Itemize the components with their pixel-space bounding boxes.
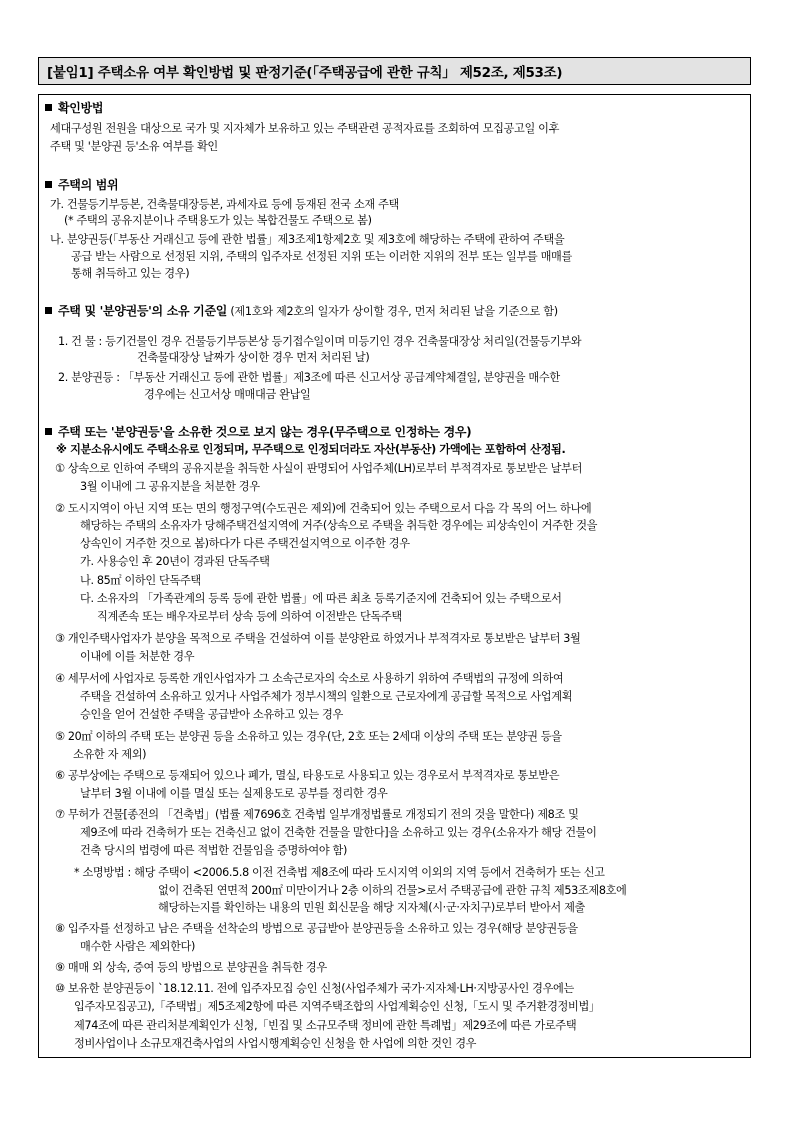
section-heading-reference-date: 주택 및 '분양권등'의 소유 기준일 (제1호와 제2호의 일자가 상이할 경우, 먼저 처리된 날을 기준으로 함) <box>45 304 558 319</box>
section-heading-scope: 주택의 범위 <box>45 178 118 192</box>
text-line: 나. 분양권등(「부동산 거래신고 등에 관한 법률」제3조제1항제2호 및 제3호에 해당하는 주택에 관하여 주택을 <box>50 233 565 246</box>
text-line: 승인을 얻어 건설한 주택을 공급받아 소유하고 있는 경우 <box>80 708 343 721</box>
list-item: ③ 개인주택사업자가 분양을 목적으로 주택을 건설하여 이를 분양완료 하였거나 부적격자로 통보받은 날부터 3월 <box>55 632 581 645</box>
text-line: 제9조에 따라 건축허가 또는 건축신고 없이 건축한 건물을 말한다]을 소유하고 있는 경우(소유자가 해당 건물이 <box>80 826 597 839</box>
section-heading-exceptions: 주택 또는 '분양권등'을 소유한 것으로 보지 않는 경우(무주택으로 인정하는 경우) <box>45 425 471 439</box>
text-line: 직계존속 또는 배우자로부터 상속 등에 의하여 이전받은 단독주택 <box>97 610 402 623</box>
list-item: ① 상속으로 인하여 주택의 공유지분을 취득한 사실이 판명되어 사업주체(LH)로부터 부적격자로 통보받은 날부터 <box>55 462 583 475</box>
text-line: 해당하는지를 확인하는 내용의 민원 회신문을 해당 지자체(시·군·자치구)로부터 받아서 제출 <box>158 901 586 914</box>
text-line: 다. 소유자의 「가족관계의 등록 등에 관한 법률」에 따른 최초 등록기준지에 건축되어 있는 주택으로서 <box>80 592 562 605</box>
text-line: * 소명방법 : 해당 주택이 <2006.5.8 이전 건축법 제8조에 따라 도시지역 이외의 지역 등에서 건축허가 또는 신고 <box>74 866 605 879</box>
list-item: ⑨ 매매 외 상속, 증여 등의 방법으로 분양권을 취득한 경우 <box>55 961 327 974</box>
text-line: 건축물대장상 날짜가 상이한 경우 먼저 처리된 날) <box>137 351 370 364</box>
text-line: 정비사업이나 소규모재건축사업의 사업시행계획승인 신청을 한 사업에 의한 것인 경우 <box>74 1037 477 1050</box>
square-bullet-icon <box>45 104 52 111</box>
square-bullet-icon <box>45 428 52 435</box>
text-line: 통해 취득하고 있는 경우) <box>71 267 190 280</box>
text-line: 주택을 건설하여 소유하고 있거나 사업주체가 정부시책의 일환으로 근로자에게 공급할 목적으로 사업계획 <box>80 690 573 703</box>
text-line: 없이 건축된 연면적 200㎡ 미만이거나 2층 이하의 건물>로서 주택공급에 관한 규칙 제53조제8호에 <box>158 884 627 897</box>
note-line: ※ 지분소유시에도 주택소유로 인정되며, 무주택으로 인정되더라도 자산(부동산) 가액에는 포함하여 산정됨. <box>56 443 566 456</box>
title-box <box>38 57 751 85</box>
text-line: 날부터 3월 이내에 이를 멸실 또는 실제용도로 공부를 정리한 경우 <box>80 787 388 800</box>
text-line: 세대구성원 전원을 대상으로 국가 및 지자체가 보유하고 있는 주택관련 공적자료를 조회하여 모집공고일 이후 <box>50 122 560 135</box>
text-line: 입주자모집공고),「주택법」제5조제2항에 따른 지역주택조합의 사업계획승인 신청,「도시 및 주거환경정비법」 <box>74 1000 600 1013</box>
text-line: 공급 받는 사람으로 선정된 지위, 주택의 입주자로 선정된 지위 또는 이러한 지위의 전부 또는 일부를 매매를 <box>71 250 572 263</box>
list-item: ⑥ 공부상에는 주택으로 등재되어 있으나 폐가, 멸실, 타용도로 사용되고 있는 경우로서 부적격자로 통보받은 <box>55 769 560 782</box>
text-line: 경우에는 신고서상 매매대금 완납일 <box>144 388 311 401</box>
text-line: 이내에 이를 처분한 경우 <box>80 650 195 663</box>
document-title: [붙임1] 주택소유 여부 확인방법 및 판정기준(「주택공급에 관한 규칙」 제52조, 제53조) <box>47 65 563 81</box>
list-item: ④ 세무서에 사업자로 등록한 개인사업자가 그 소속근로자의 숙소로 사용하기 위하여 주택법의 규정에 의하여 <box>55 672 564 685</box>
text-line: 2. 분양권등 : 「부동산 거래신고 등에 관한 법률」제3조에 따른 신고서상 공급계약체결일, 분양권을 매수한 <box>58 371 560 384</box>
text-line: 건축 당시의 법령에 따른 적법한 건물임을 증명하여야 함) <box>80 844 347 857</box>
square-bullet-icon <box>45 307 52 314</box>
text-line: 1. 건 물 : 등기건물인 경우 건물등기부등본상 등기접수일이며 미등기인 경우 건축물대장상 처리일(건물등기부와 <box>58 335 582 348</box>
text-line: 매수한 사람은 제외한다) <box>80 940 195 953</box>
text-line: 주택 및 '분양권 등'소유 여부를 확인 <box>50 140 218 153</box>
text-line: 해당하는 주택의 소유자가 당해주택건설지역에 거주(상속으로 주택을 취득한 경우에는 피상속인이 거주한 것을 <box>80 519 598 532</box>
text-line: 상속인이 거주한 것으로 봄)하다가 다른 주택건설지역으로 이주한 경우 <box>80 537 410 550</box>
text-line: 나. 85㎡ 이하인 단독주택 <box>80 574 201 587</box>
text-line: (* 주택의 공유지분이나 주택용도가 있는 복합건물도 주택으로 봄) <box>64 214 372 227</box>
text-line: 제74조에 따른 관리처분계획인가 신청,「빈집 및 소규모주택 정비에 관한 특례법」제29조에 따른 가로주택 <box>74 1019 577 1032</box>
text-line: 가. 건물등기부등본, 건축물대장등본, 과세자료 등에 등재된 전국 소재 주택 <box>50 198 399 211</box>
list-item: ⑤ 20㎡ 이하의 주택 또는 분양권 등을 소유하고 있는 경우(단, 2호 또는 2세대 이상의 주택 또는 분양권 등을 <box>55 730 562 743</box>
text-line: 소유한 자 제외) <box>73 748 147 761</box>
square-bullet-icon <box>45 181 52 188</box>
list-item: ⑦ 무허가 건물[종전의 「건축법」(법률 제7696호 건축법 일부개정법률로 개정되기 전의 것을 말한다) 제8조 및 <box>55 808 579 821</box>
section-heading-method: 확인방법 <box>45 101 103 115</box>
text-line: 가. 사용승인 후 20년이 경과된 단독주택 <box>80 555 270 568</box>
list-item: ⑩ 보유한 분양권등이 `18.12.11. 전에 입주자모집 승인 신청(사업주체가 국가·지자체·LH·지방공사인 경우에는 <box>55 982 574 995</box>
list-item: ⑧ 입주자를 선정하고 남은 주택을 선착순의 방법으로 공급받아 분양권등을 소유하고 있는 경우(해당 분양권등을 <box>55 922 578 935</box>
list-item: ② 도시지역이 아닌 지역 또는 면의 행정구역(수도권은 제외)에 건축되어 있는 주택으로서 다음 각 목의 어느 하나에 <box>55 502 592 515</box>
text-line: 3월 이내에 그 공유지분을 처분한 경우 <box>80 480 260 493</box>
